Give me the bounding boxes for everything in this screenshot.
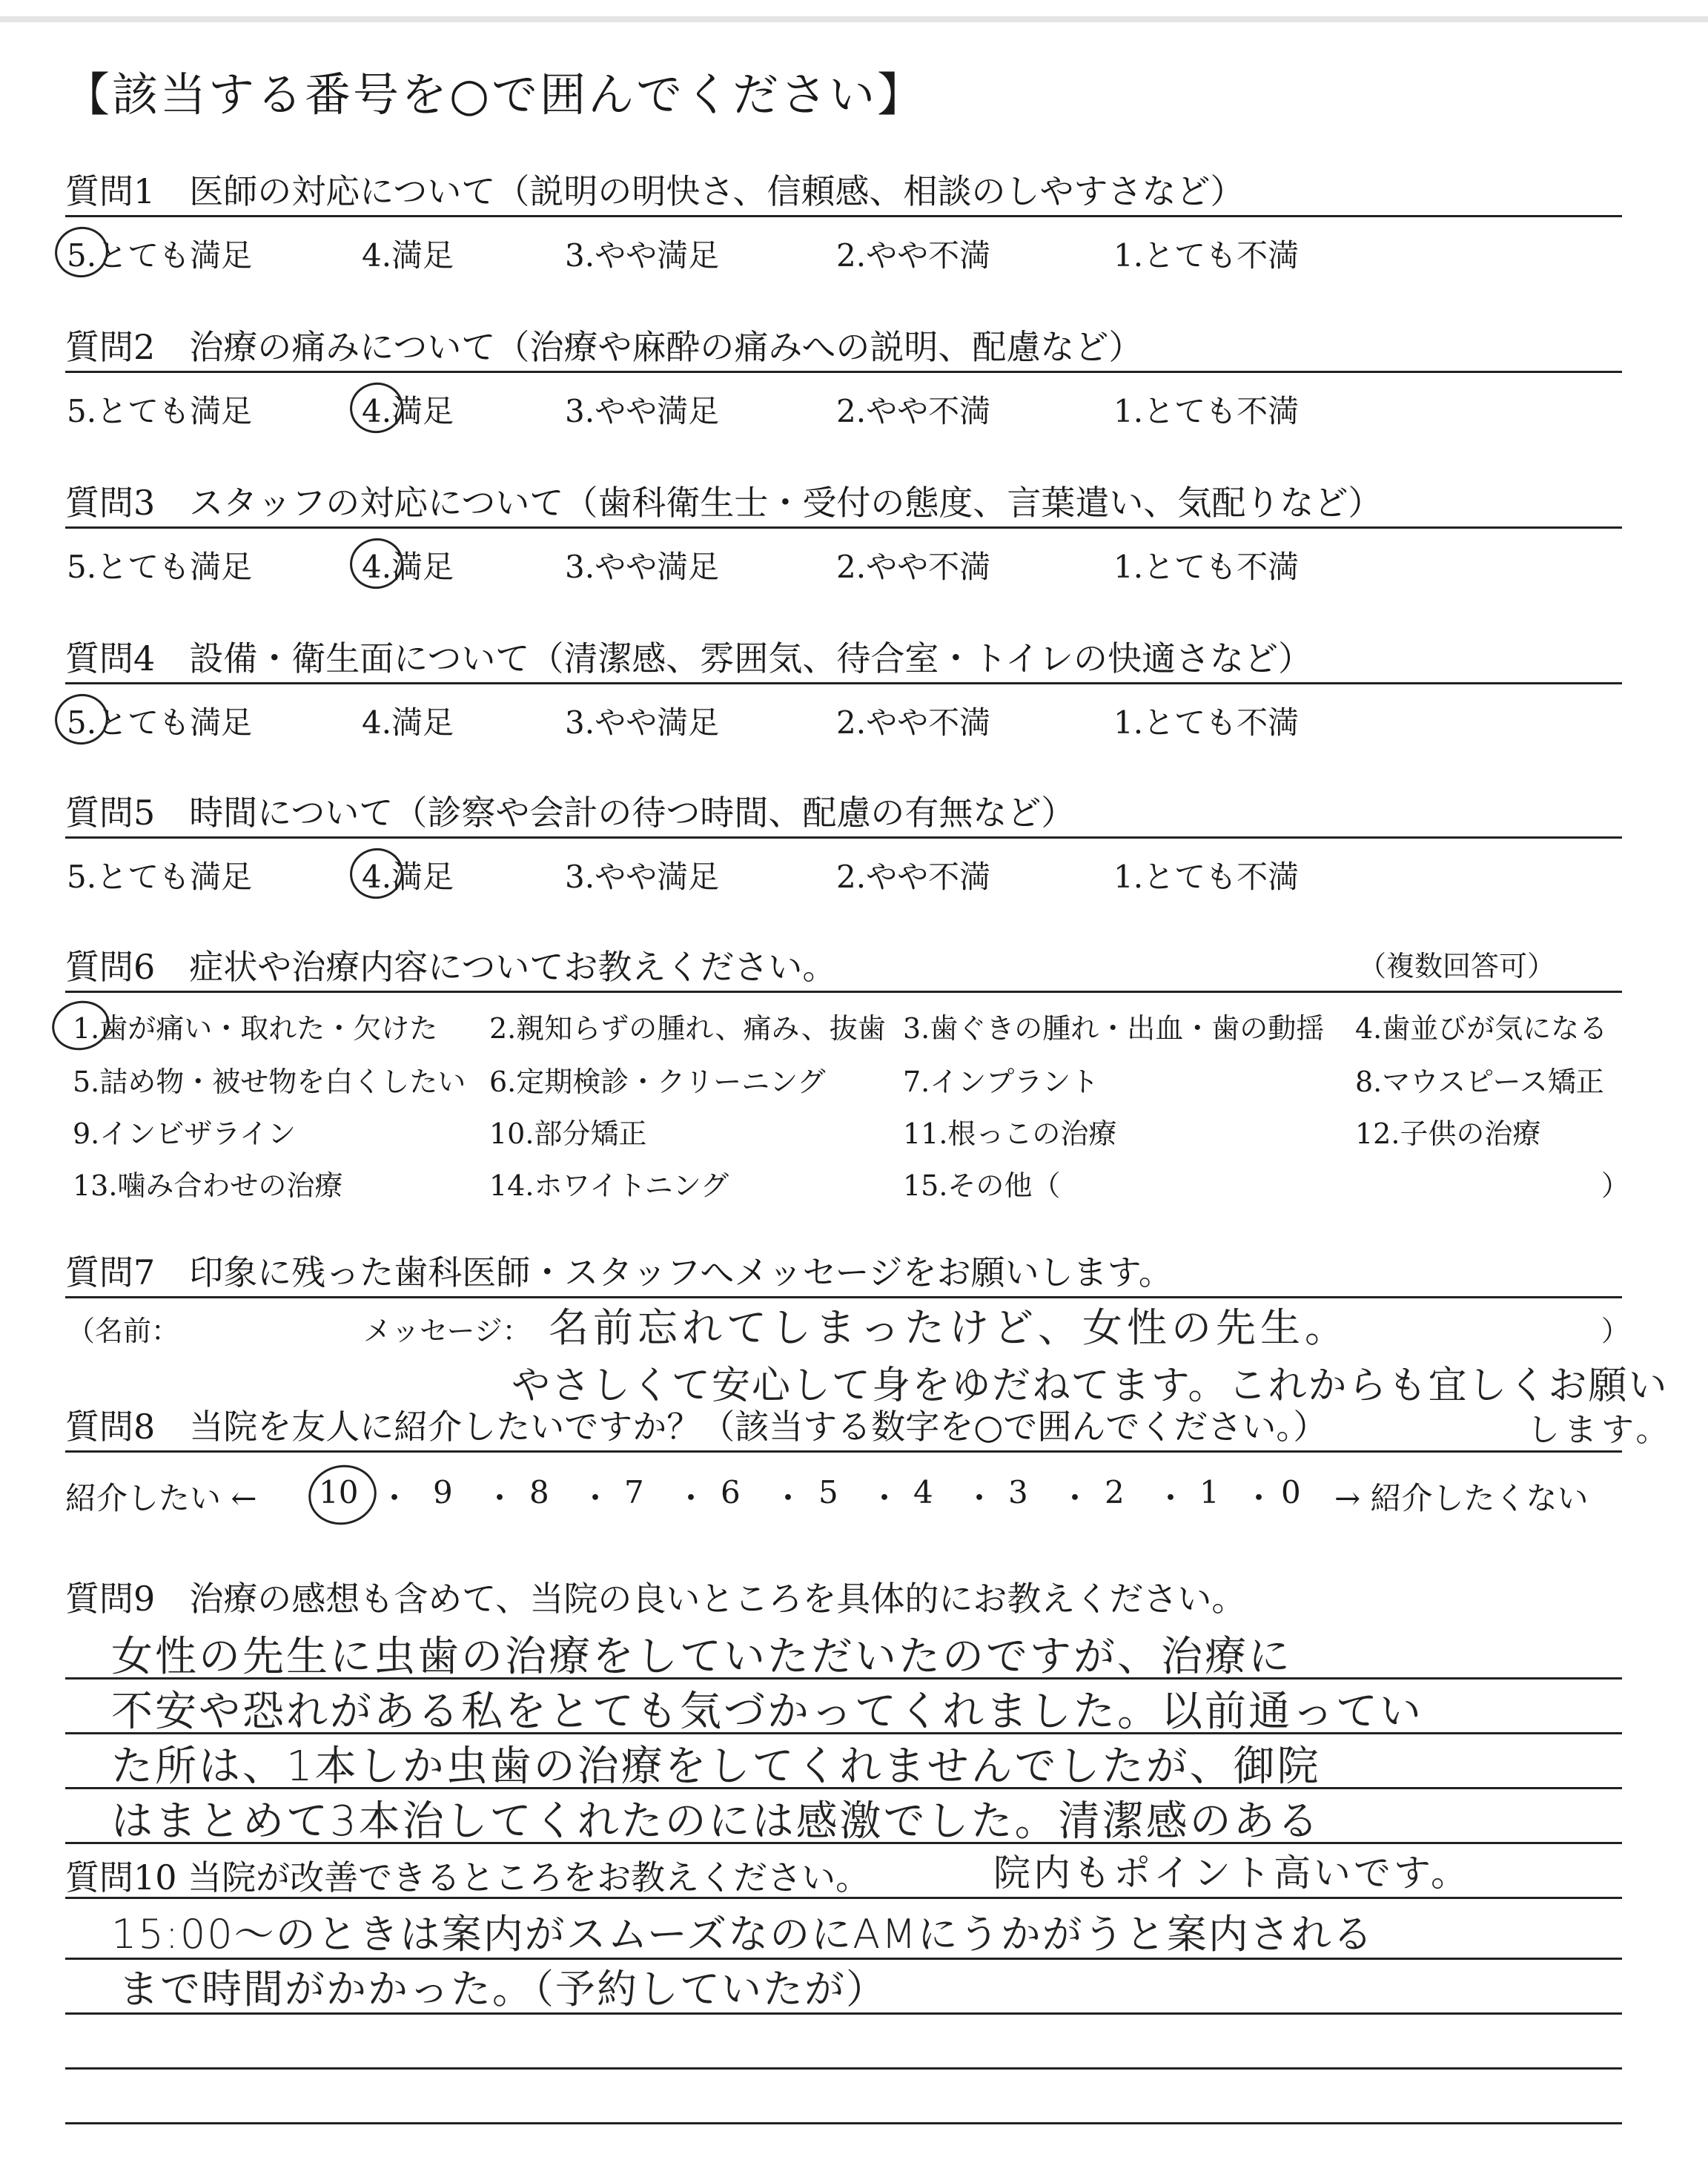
q6-option-15[interactable]: 15.その他（ (903, 1169, 1061, 1202)
q2-title: 質問2 治療の痛みについて（治療や麻酔の痛みへの説明、配慮など） (65, 327, 1143, 367)
q1-option-4[interactable]: 4.満足 (362, 237, 454, 274)
q6-option-14[interactable]: 14.ホワイトニング (489, 1169, 729, 1202)
q7-message-line-3: します。 (1527, 1411, 1673, 1449)
q8-scale-separator: ・ (1243, 1480, 1275, 1516)
q8-right-label: → 紹介したくない (1334, 1480, 1589, 1516)
page-heading: 【該当する番号を○で囲んでください】 (64, 67, 926, 122)
q8-scale-5[interactable]: 5 (818, 1474, 838, 1510)
q6-note: （複数回答可） (1358, 950, 1556, 982)
q8-scale-9[interactable]: 9 (433, 1474, 453, 1510)
q8-scale-7[interactable]: 7 (624, 1474, 644, 1510)
q4-option-4[interactable]: 4.満足 (362, 704, 454, 741)
q8-scale-separator: ・ (1059, 1480, 1091, 1516)
q7-title: 質問7 印象に残った歯科医師・スタッフへメッセージをお願いします。 (65, 1252, 1173, 1292)
q3-option-1[interactable]: 1.とても不満 (1113, 549, 1300, 585)
q6-option-9[interactable]: 9.インビザライン (73, 1117, 297, 1150)
q6-option-4[interactable]: 4.歯並びが気になる (1355, 1012, 1608, 1045)
q8-left-label: 紹介したい ← (65, 1480, 257, 1516)
q6-option-7[interactable]: 7.インプラント (903, 1066, 1099, 1098)
q5-option-1[interactable]: 1.とても不満 (1113, 859, 1300, 895)
q4-option-3[interactable]: 3.やや満足 (565, 704, 720, 741)
q8-title: 質問8 当院を友人に紹介したいですか？（該当する数字を○で囲んでください。） (65, 1407, 1328, 1447)
q10-title: 質問10 当院が改善できるところをお教えください。 (65, 1857, 870, 1898)
q8-scale-separator: ・ (964, 1480, 996, 1516)
q1-option-2[interactable]: 2.やや不満 (836, 237, 991, 274)
q8-rule (65, 1450, 1622, 1453)
q2-option-4[interactable]: 4.満足 (362, 393, 454, 429)
q1-option-3[interactable]: 3.やや満足 (565, 237, 720, 274)
q6-selection-circle (47, 996, 114, 1056)
q5-option-5[interactable]: 5.とても満足 (67, 859, 253, 895)
q2-option-5[interactable]: 5.とても満足 (67, 393, 253, 429)
q2-rule (65, 371, 1622, 373)
q9-answer-line-5: 院内もポイント高いです。 (993, 1852, 1471, 1895)
q6-option-10[interactable]: 10.部分矯正 (489, 1117, 647, 1150)
q9-answer-line-3: た所は、1本しか虫歯の治療をしてくれませんでしたが、御院 (111, 1743, 1321, 1791)
q8-scale-0[interactable]: 0 (1281, 1474, 1301, 1510)
top-edge (0, 16, 1708, 22)
q3-option-4[interactable]: 4.満足 (362, 549, 454, 585)
q8-scale-separator: ・ (484, 1480, 516, 1516)
q4-option-5[interactable]: 5.とても満足 (67, 704, 253, 741)
q6-option-12[interactable]: 12.子供の治療 (1355, 1117, 1541, 1150)
q1-option-1[interactable]: 1.とても不満 (1113, 237, 1300, 274)
q2-option-2[interactable]: 2.やや不満 (836, 393, 991, 429)
q6-option-8[interactable]: 8.マウスピース矯正 (1355, 1066, 1604, 1098)
q10-answer-line-1: 15:00～のときは案内がスムーズなのにAMにうかがうと案内される (111, 1911, 1374, 1958)
q8-scale-8[interactable]: 8 (529, 1474, 549, 1510)
q5-rule (65, 836, 1622, 839)
q8-scale-10[interactable]: 10 (319, 1474, 359, 1510)
q6-option-5[interactable]: 5.詰め物・被せ物を白くしたい (73, 1066, 466, 1098)
q5-option-3[interactable]: 3.やや満足 (565, 859, 720, 895)
q8-selection-circle (303, 1459, 383, 1530)
q8-scale-separator: ・ (772, 1480, 804, 1516)
q8-scale-1[interactable]: 1 (1199, 1474, 1219, 1510)
q8-scale-6[interactable]: 6 (721, 1474, 741, 1510)
q6-option-16[interactable]: ） (1601, 1169, 1630, 1202)
q8-scale-separator: ・ (869, 1480, 901, 1516)
q10-answer-rule (65, 2067, 1622, 2070)
q7-message-label: メッセージ： (363, 1315, 531, 1347)
q4-title: 質問4 設備・衛生面について（清潔感、雰囲気、待合室・トイレの快適さなど） (65, 638, 1313, 678)
q5-option-4[interactable]: 4.満足 (362, 859, 454, 895)
q10-answer-line-2: まで時間がかかった。（予約していたが） (119, 1966, 887, 2012)
q4-option-1[interactable]: 1.とても不満 (1113, 704, 1300, 741)
q6-option-3[interactable]: 3.歯ぐきの腫れ・出血・歯の動揺 (903, 1012, 1325, 1045)
q10-answer-rule (65, 2122, 1622, 2124)
q6-option-1[interactable]: 1.歯が痛い・取れた・欠けた (73, 1012, 438, 1045)
q8-scale-separator: ・ (580, 1480, 612, 1516)
q8-scale-separator: ・ (379, 1480, 411, 1516)
q8-scale-3[interactable]: 3 (1008, 1474, 1028, 1510)
q7-close-paren: ） (1601, 1315, 1630, 1347)
q9-title: 質問9 治療の感想も含めて、当院の良いところを具体的にお教えください。 (65, 1579, 1246, 1619)
q9-answer-line-2: 不安や恐れがある私をとても気づかってくれました。以前通ってい (111, 1688, 1423, 1736)
q3-option-5[interactable]: 5.とても満足 (67, 549, 253, 585)
q2-option-3[interactable]: 3.やや満足 (565, 393, 720, 429)
q7-name-label: （名前： (67, 1315, 180, 1347)
q3-title: 質問3 スタッフの対応について（歯科衛生士・受付の態度、言葉遣い、気配りなど） (65, 483, 1383, 523)
q4-rule (65, 682, 1622, 684)
q6-rule (65, 991, 1622, 993)
q7-message-line-1: 名前忘れてしまったけど、女性の先生。 (549, 1304, 1349, 1351)
q1-option-5[interactable]: 5.とても満足 (67, 237, 253, 274)
q3-rule (65, 526, 1622, 529)
q8-scale-2[interactable]: 2 (1105, 1474, 1125, 1510)
q1-title: 質問1 医師の対応について（説明の明快さ、信頼感、相談のしやすさなど） (65, 171, 1245, 211)
q6-option-11[interactable]: 11.根っこの治療 (903, 1117, 1117, 1150)
q4-option-2[interactable]: 2.やや不満 (836, 704, 991, 741)
q6-option-6[interactable]: 6.定期検診・クリーニング (489, 1066, 826, 1098)
q1-rule (65, 215, 1622, 217)
q7-message-line-2: やさしくて安心して身をゆだねてます。これからも宜しくお願い (512, 1364, 1669, 1408)
q8-scale-4[interactable]: 4 (913, 1474, 933, 1510)
q3-option-2[interactable]: 2.やや不満 (836, 549, 991, 585)
q5-option-2[interactable]: 2.やや不満 (836, 859, 991, 895)
q8-scale-separator: ・ (1155, 1480, 1187, 1516)
q6-option-2[interactable]: 2.親知らずの腫れ、痛み、抜歯 (489, 1012, 886, 1045)
q3-option-3[interactable]: 3.やや満足 (565, 549, 720, 585)
q9-answer-line-4: はまとめて3本治してくれたのには感激でした。清潔感のある (111, 1797, 1321, 1846)
q8-scale-separator: ・ (675, 1480, 707, 1516)
q6-title: 質問6 症状や治療内容についてお教えください。 (65, 947, 837, 987)
q5-title: 質問5 時間について（診察や会計の待つ時間、配慮の有無など） (65, 793, 1076, 833)
q9-answer-line-1: 女性の先生に虫歯の治療をしていただいたのですが、治療に (111, 1633, 1292, 1681)
q2-option-1[interactable]: 1.とても不満 (1113, 393, 1300, 429)
q6-option-13[interactable]: 13.噛み合わせの治療 (73, 1169, 343, 1202)
